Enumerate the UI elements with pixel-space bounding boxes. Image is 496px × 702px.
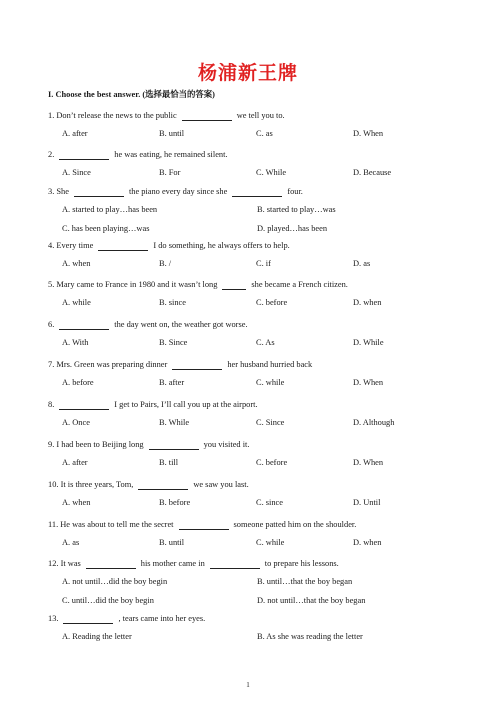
question-stem <box>48 111 285 121</box>
answer-option: C. until…did the boy begin <box>62 596 154 605</box>
question-text-after: , tears came into her eyes. <box>118 614 206 623</box>
question-stem <box>48 440 249 450</box>
document-title: 杨浦新王牌 <box>197 62 298 84</box>
question-stem <box>48 614 205 624</box>
answer-option: D. played…has been <box>257 224 328 233</box>
question-text-after: I do something, he always offers to help. <box>153 241 290 250</box>
question-text-after: she became a French citizen. <box>251 280 348 289</box>
answer-option: D. when <box>353 538 382 547</box>
question-text-after: he was eating, he remained silent. <box>114 150 228 159</box>
answer-blank[interactable] <box>74 188 124 197</box>
question-text-before: 4. Every time <box>48 241 94 250</box>
answer-blank[interactable] <box>63 615 113 624</box>
answer-option: C. before <box>256 458 288 467</box>
answer-option: D. While <box>353 338 384 347</box>
answer-blank[interactable] <box>86 560 136 569</box>
question-text-after: her husband hurried back <box>227 360 313 369</box>
question-text-before: 10. It is three years, Tom, <box>48 480 134 489</box>
answer-option: C. while <box>256 378 285 387</box>
question-text-before: 6. <box>48 320 55 329</box>
answer-option: A. when <box>62 259 91 268</box>
answer-option: B. before <box>159 498 191 507</box>
answer-blank[interactable] <box>179 521 229 530</box>
question-text-before: 11. He was about to tell me the secret <box>48 520 174 529</box>
question-stem <box>48 520 356 530</box>
answer-blank[interactable] <box>232 188 282 197</box>
answer-blank[interactable] <box>59 401 109 410</box>
answer-option: C. since <box>256 498 283 507</box>
question-text-after: you visited it. <box>203 440 250 449</box>
answer-option: A. not until…did the boy begin <box>62 577 168 586</box>
answer-option: B. As she was reading the letter <box>257 632 363 641</box>
answer-blank[interactable] <box>98 242 148 251</box>
answer-option: B. until <box>159 538 185 547</box>
section-heading: I. Choose the best answer. (选择最恰当的答案) <box>48 90 215 99</box>
question-stem <box>48 150 228 160</box>
answer-blank[interactable] <box>149 441 199 450</box>
question-stem <box>48 360 312 370</box>
answer-option: C. before <box>256 298 288 307</box>
question-text-before: 12. It was <box>48 559 81 568</box>
answer-option: C. As <box>256 338 275 347</box>
answer-option: C. as <box>256 129 273 138</box>
question-text-after: I get to Pairs, I’ll call you up at the airport. <box>114 400 258 409</box>
answer-option: A. started to play…has been <box>62 205 158 214</box>
question-text-after: we saw you last. <box>193 480 249 489</box>
answer-blank[interactable] <box>59 321 109 330</box>
question-stem <box>48 187 303 197</box>
answer-option: C. if <box>256 259 271 268</box>
answer-blank[interactable] <box>172 361 222 370</box>
question-stem <box>48 559 339 569</box>
question-text-before: 3. She <box>48 187 69 196</box>
answer-option: C. While <box>256 168 287 177</box>
answer-blank[interactable] <box>182 112 232 121</box>
answer-option: C. Since <box>256 418 285 427</box>
answer-blank[interactable] <box>138 481 188 490</box>
page-number: 1 <box>246 681 250 689</box>
answer-option: B. For <box>159 168 181 177</box>
answer-option: A. when <box>62 498 91 507</box>
answer-option: D. Although <box>353 418 395 427</box>
answer-option: B. until <box>159 129 185 138</box>
answer-blank[interactable] <box>222 281 246 290</box>
answer-option: A. Since <box>62 168 91 177</box>
question-text-middle: the piano every day since she <box>128 187 228 196</box>
answer-option: D. When <box>353 129 384 138</box>
question-text-after: four. <box>287 187 303 196</box>
answer-option: A. before <box>62 378 94 387</box>
answer-option: D. When <box>353 458 384 467</box>
answer-option: D. When <box>353 378 384 387</box>
question-stem <box>48 320 248 330</box>
answer-option: A. after <box>62 458 88 467</box>
answer-option: D. as <box>353 259 371 268</box>
answer-option: B. started to play…was <box>257 205 336 214</box>
question-text-before: 1. Don’t release the news to the public <box>48 111 177 120</box>
question-text-after: the day went on, the weather got worse. <box>114 320 248 329</box>
question-stem <box>48 241 290 251</box>
question-text-before: 2. <box>48 150 55 159</box>
answer-option: A. after <box>62 129 88 138</box>
answer-option: C. has been playing…was <box>62 224 150 233</box>
answer-option: A. Reading the letter <box>62 632 132 641</box>
question-text-before: 7. Mrs. Green was preparing dinner <box>48 360 168 369</box>
answer-blank[interactable] <box>59 151 109 160</box>
answer-option: A. With <box>62 338 89 347</box>
answer-option: A. as <box>62 538 80 547</box>
answer-option: D. Because <box>353 168 392 177</box>
answer-option: C. while <box>256 538 285 547</box>
answer-option: D. when <box>353 298 382 307</box>
answer-option: B. until…that the boy began <box>257 577 353 586</box>
answer-blank[interactable] <box>210 560 260 569</box>
question-text-before: 5. Mary came to France in 1980 and it wasn’t long <box>48 280 218 289</box>
answer-option: B. / <box>159 259 172 268</box>
answer-option: B. Since <box>159 338 188 347</box>
question-text-before: 13. <box>48 614 59 623</box>
question-text-after: we tell you to. <box>236 111 285 120</box>
answer-option: B. after <box>159 378 185 387</box>
question-text-after: someone patted him on the shoulder. <box>233 520 357 529</box>
answer-option: B. till <box>159 458 179 467</box>
question-text-before: 9. I had been to Beijing long <box>48 440 144 449</box>
question-stem <box>48 280 348 290</box>
answer-option: B. since <box>159 298 186 307</box>
question-text-middle: his mother came in <box>140 559 205 568</box>
question-stem <box>48 400 258 410</box>
answer-option: D. Until <box>353 498 381 507</box>
answer-option: A. Once <box>62 418 90 427</box>
question-text-after: to prepare his lessons. <box>264 559 339 568</box>
answer-option: B. While <box>159 418 190 427</box>
answer-option: A. while <box>62 298 91 307</box>
question-stem <box>48 480 249 490</box>
answer-option: D. not until…that the boy began <box>257 596 366 605</box>
question-text-before: 8. <box>48 400 55 409</box>
